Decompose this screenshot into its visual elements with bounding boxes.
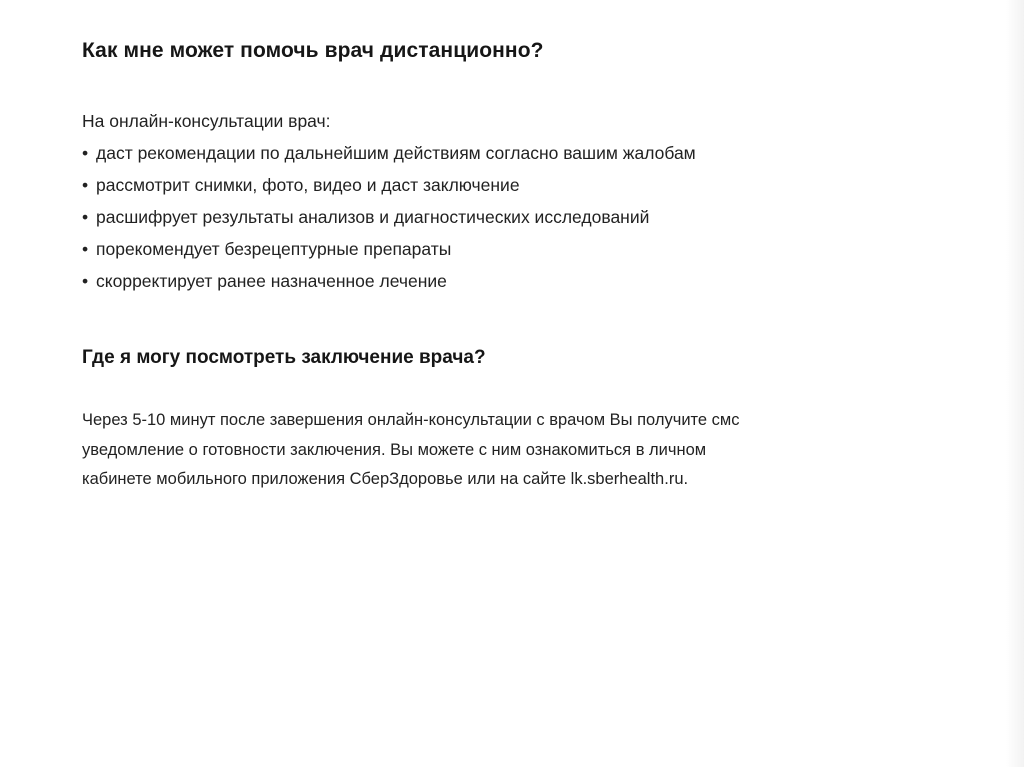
list-item bbox=[82, 265, 982, 297]
paragraph-line: кабинете мобильного приложения СберЗдоровье или на сайте lk.sberhealth.ru. bbox=[82, 470, 689, 488]
slide-content bbox=[82, 36, 982, 495]
paragraph-line: уведомление о готовности заключения. Вы можете с ним ознакомиться в личном bbox=[82, 440, 707, 459]
list-item bbox=[82, 137, 982, 169]
section-1-intro: На онлайн-консультации врач: bbox=[82, 111, 331, 131]
list-item-text: скорректирует ранее назначенное лечение bbox=[96, 271, 447, 291]
services-list bbox=[82, 137, 982, 297]
list-item-text: рассмотрит снимки, фото, видео и даст заключение bbox=[96, 175, 520, 195]
section-2-paragraph bbox=[82, 406, 862, 495]
list-item-text: расшифрует результаты анализов и диагностических исследований bbox=[96, 207, 650, 227]
bullet-icon: • bbox=[82, 143, 89, 163]
page-edge-shadow bbox=[1006, 0, 1024, 767]
section-2-title: Где я могу посмотреть заключение врача? bbox=[82, 347, 486, 368]
list-item bbox=[82, 201, 982, 233]
bullet-icon: • bbox=[82, 207, 89, 227]
list-item-text: даст рекомендации по дальнейшим действиям согласно вашим жалобам bbox=[96, 143, 696, 163]
bullet-icon: • bbox=[82, 239, 89, 259]
paragraph-line: Через 5-10 минут после завершения онлайн-консультации с врачом Вы получите смс bbox=[82, 411, 740, 429]
list-item bbox=[82, 233, 982, 265]
list-item-text: порекомендует безрецептурные препараты bbox=[96, 239, 452, 259]
bullet-icon: • bbox=[82, 175, 89, 195]
section-1-title: Как мне может помочь врач дистанционно? bbox=[82, 39, 544, 62]
bullet-icon: • bbox=[82, 271, 89, 291]
list-item bbox=[82, 169, 982, 201]
